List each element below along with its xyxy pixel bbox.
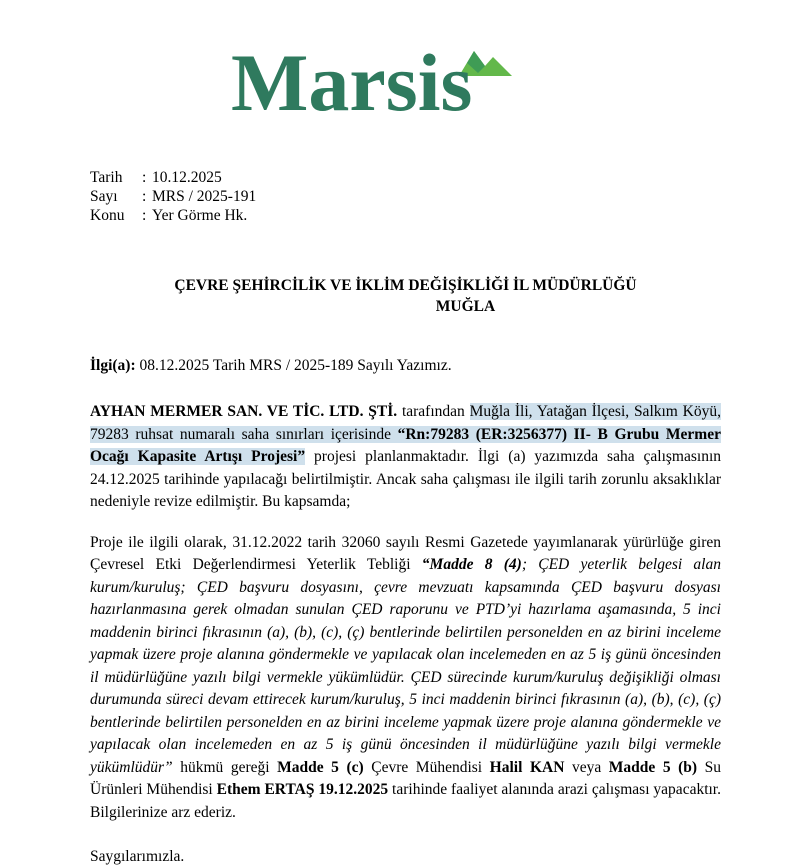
meta-label-konu: Konu — [90, 207, 125, 224]
closing-line: Saygılarımızla. — [90, 848, 185, 865]
document-meta — [90, 168, 721, 225]
reference-label: İlgi(a): — [90, 357, 136, 374]
p2-madde-5c: Madde 5 (c) — [277, 758, 364, 776]
addressee-line-1: ÇEVRE ŞEHİRCİLİK VE İKLİM DEĞİŞİKLİĞİ İL MÜDÜRLÜĞÜ — [174, 277, 637, 294]
p1-text-1: tarafından — [397, 403, 470, 420]
p2-text-5: Su Ürünleri Mühendisi — [90, 758, 722, 798]
meta-sep: : — [142, 188, 147, 205]
meta-label-sayi: Sayı — [90, 188, 118, 205]
p2-text-3: Çevre Mühendisi — [363, 758, 490, 776]
p2-visit-date: 19.12.2025 — [318, 781, 389, 798]
p2-text-4: veya — [564, 758, 609, 776]
p2-quote-article: “Madde 8 (4) — [421, 556, 522, 573]
p2-quote-body: ; ÇED yeterlik belgesi alan kurum/kuruluş; ÇED başvuru dosyasını, çevre mevzuatı kapsamında ÇED başvuru dosyası hazırlanmasına gerek olmadan sunulan ÇED raporunu ve PTD’yi hazırlama aşamasında, 5 inci maddenin birinci fıkrasının (a), (b), (c), (ç) bentlerinde belirtilen personelden en az birini inceleme yapmak üzere proje alanına göndermekle ve yapılacak olan incelemeden en az 5 iş günü öncesinden il müdürlüğüne yazılı bilgi vermekle yükümlüdür. ÇED sürecinde kurum/kuruluş değişikliği olması durumunda süreci devam ettirecek kurum/kuruluş, 5 inci maddenin birinci fıkrasının (a), (b), (c), (ç) bentlerinde belirtilen personelden en az birini inceleme yapmak üzere proje alanına göndermekle ve yapılacak olan incelemeden en az 5 iş günü öncesinden il müdürlüğüne yazılı bilgi vermekle yükümlüdür” — [90, 556, 721, 776]
addressee-heading — [90, 275, 721, 317]
p2-person-1: Halil KAN — [489, 758, 565, 776]
meta-value-konu: Yer Görme Hk. — [152, 207, 248, 224]
company-name: AYHAN MERMER SAN. VE TİC. LTD. ŞTİ. — [90, 403, 398, 420]
meta-label-tarih: Tarih — [90, 169, 123, 186]
p2-text-2: hükmü gereği — [172, 758, 278, 776]
paragraph-2 — [90, 532, 721, 825]
addressee-line-2: MUĞLA — [435, 298, 496, 315]
meta-sep: : — [142, 207, 147, 224]
p1-text-2: projesi planlanmaktadır. İlgi (a) yazımızda saha çalışmasının 24.12.2025 tarihinde yapılacağı belirtilmiştir. Ancak saha çalışması ile ilgili tarih zorunlu aksaklıklar nedeniyle revize edilmiştir. Bu kapsamda; — [90, 448, 722, 510]
p1-highlight-location: Muğla İli, Yatağan İlçesi, Salkım Köyü, 79283 ruhsat numaralı saha sınırları içerisinde — [90, 403, 721, 443]
p1-highlight-project: “Rn:79283 (ER:3256377) II- B Grubu Mermer Ocağı Kapasite Artışı Projesi” — [90, 425, 721, 465]
reference-line — [90, 357, 721, 375]
paragraph-1 — [90, 401, 721, 514]
meta-row — [90, 187, 721, 206]
p2-text-1: Proje ile ilgili olarak, 31.12.2022 tarih 32060 sayılı Resmi Gazetede yayımlanarak yürürlüğe giren Çevresel Etki Değerlendirmesi Yeterlik Tebliği — [90, 533, 721, 573]
meta-row — [90, 206, 721, 225]
meta-value-tarih: 10.12.2025 — [152, 169, 222, 186]
marsis-logo — [90, 0, 721, 132]
p2-person-2: Ethem ERTAŞ — [216, 781, 315, 798]
meta-sep: : — [142, 169, 147, 186]
reference-text: 08.12.2025 Tarih MRS / 2025-189 Sayılı Yazımız. — [139, 357, 452, 374]
p2-madde-5b: Madde 5 (b) — [608, 758, 698, 776]
meta-value-sayi: MRS / 2025-191 — [152, 188, 257, 205]
mountain-icon — [231, 42, 581, 122]
svg-text:Marsis: Marsis — [230, 42, 472, 122]
meta-row — [90, 168, 721, 187]
p2-text-6: tarihinde faaliyet alanında arazi çalışması yapacaktır. Bilgilerinize arz ederiz. — [90, 781, 721, 821]
